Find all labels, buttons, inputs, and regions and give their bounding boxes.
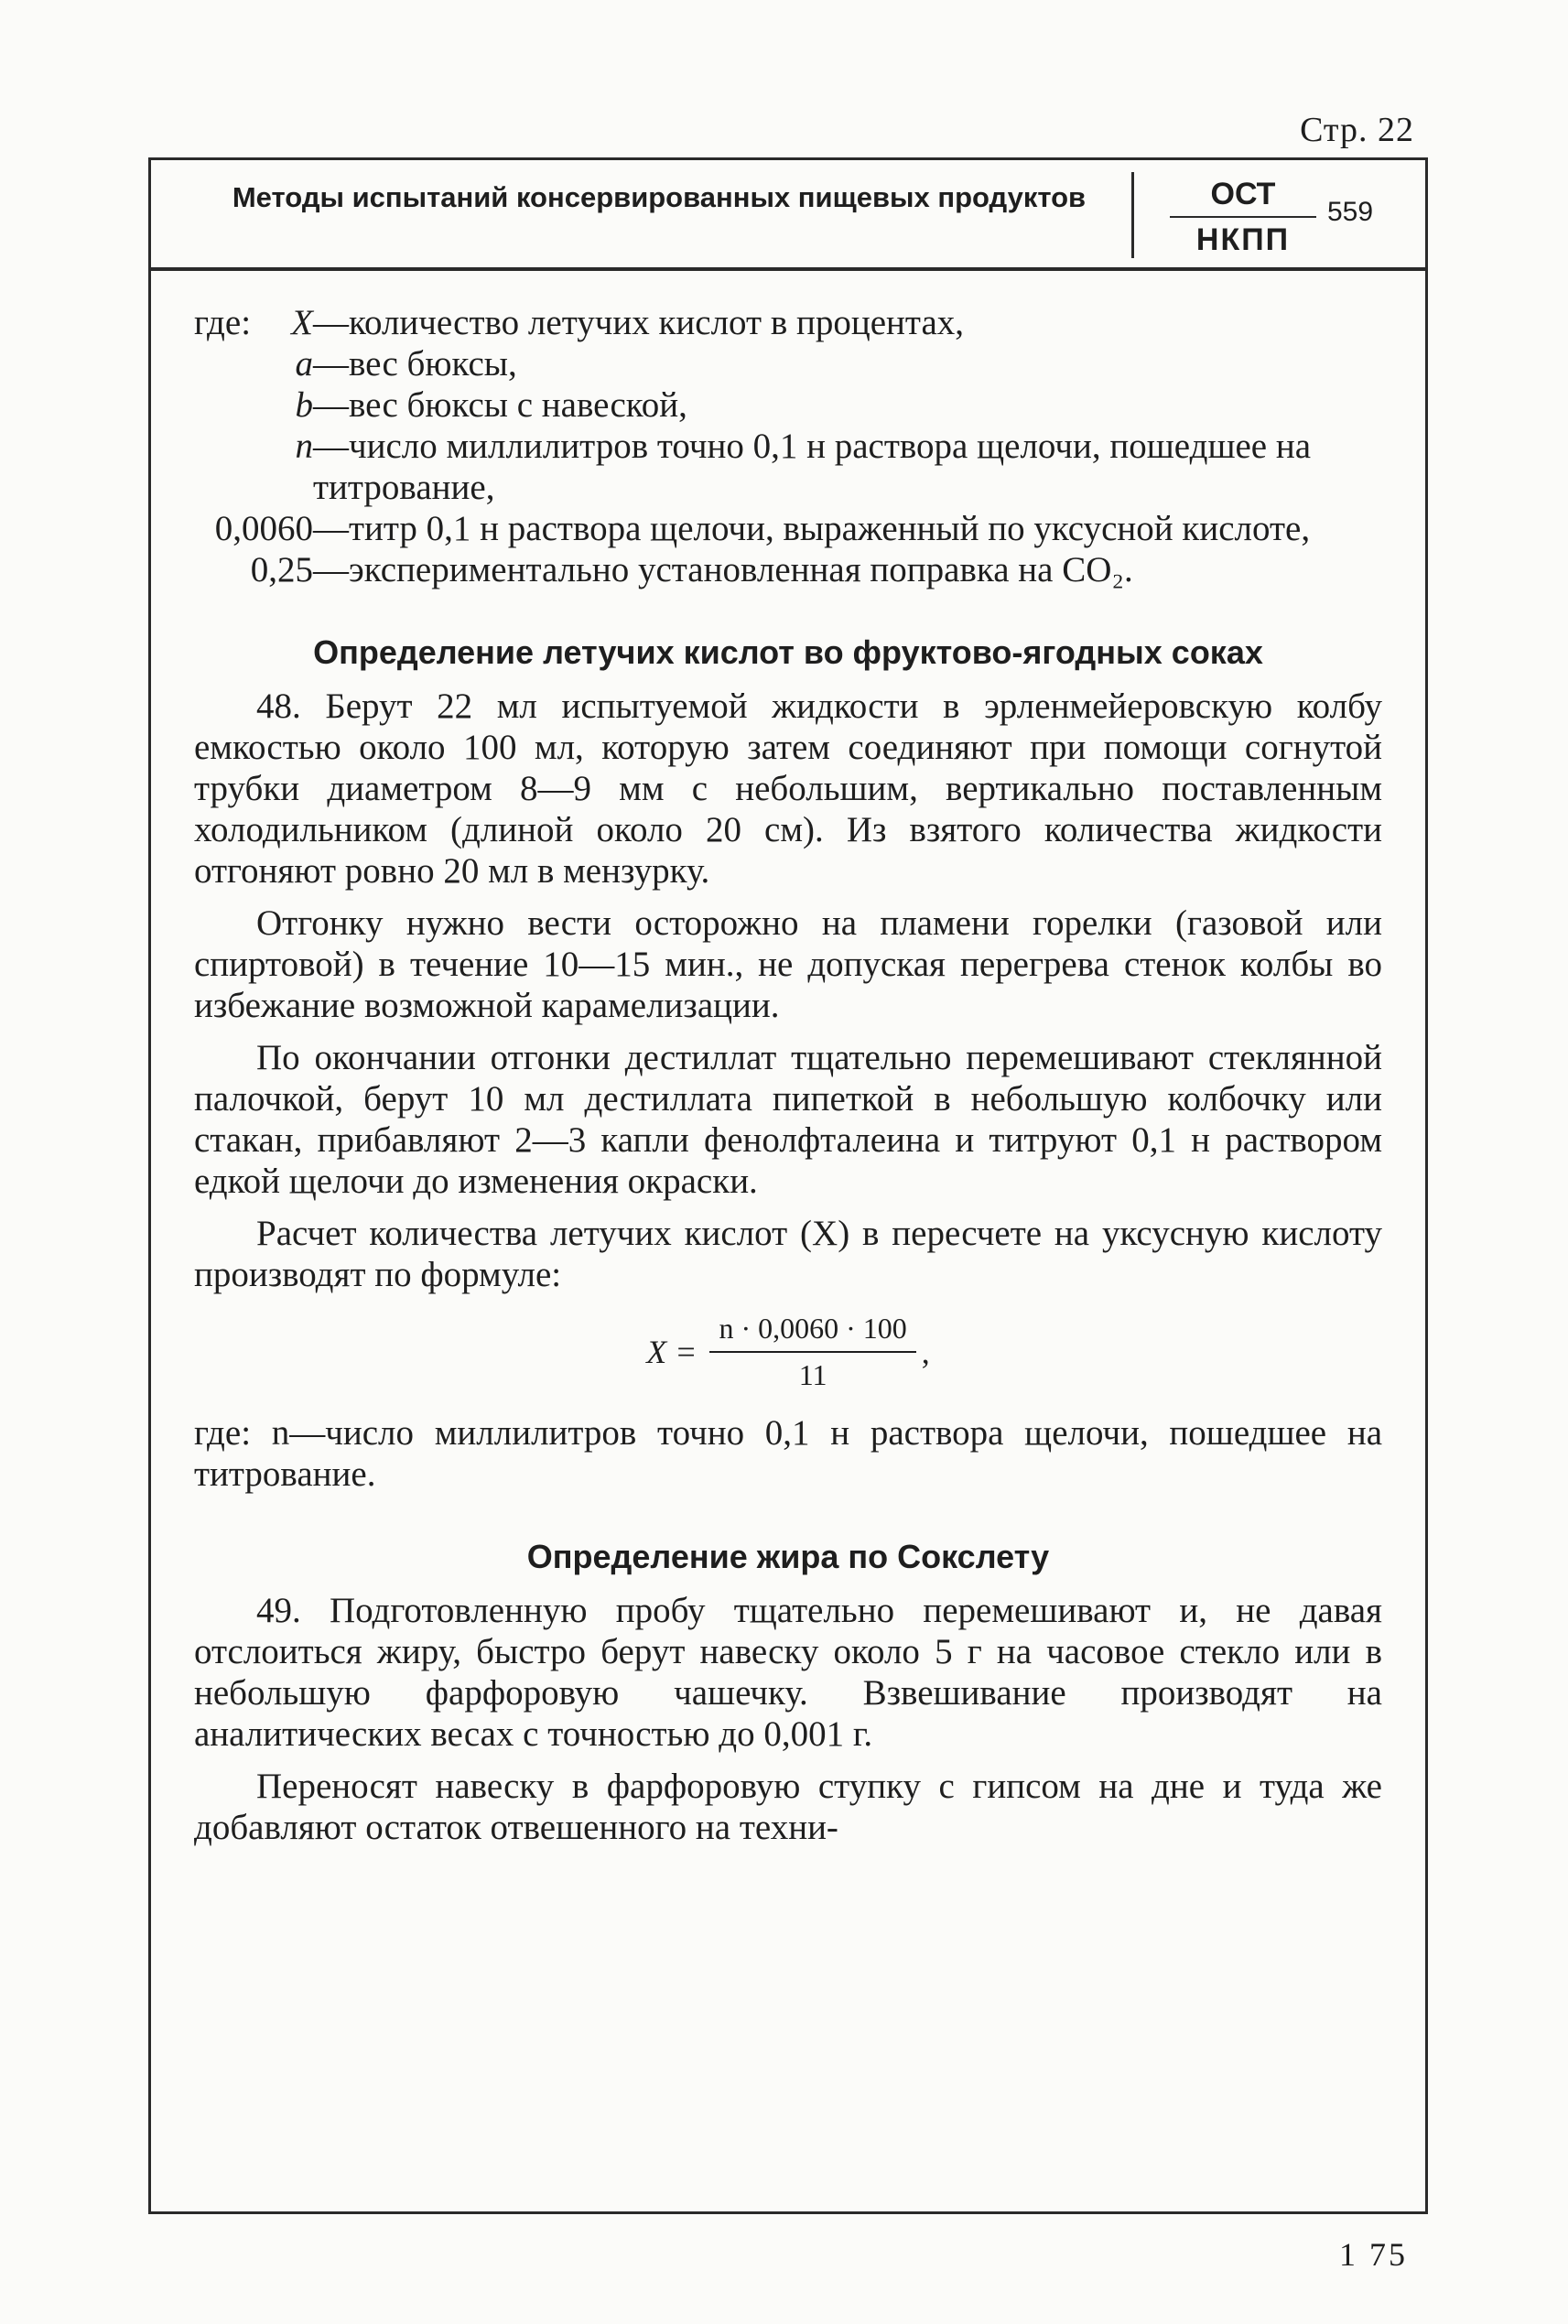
formula-denominator: 11 bbox=[798, 1358, 827, 1391]
paragraph: где: n—число миллилитров точно 0,1 н раствора щелочи, пошедшее на титрование. bbox=[194, 1413, 1382, 1494]
formula-fraction bbox=[709, 1308, 915, 1396]
definition-row bbox=[194, 384, 1382, 426]
ost-number: 559 bbox=[1327, 197, 1374, 227]
definition-term: 0,25 bbox=[250, 550, 313, 589]
definition-row bbox=[194, 549, 1382, 590]
definitions-intro: где: bbox=[194, 303, 252, 342]
header-rule bbox=[148, 267, 1428, 271]
definition-row bbox=[194, 343, 1382, 384]
frame-bottom-rule bbox=[148, 2211, 1428, 2214]
frame-left-rule bbox=[148, 157, 151, 2212]
definition-term: a bbox=[295, 344, 313, 384]
definition-text: —число миллилитров точно 0,1 н раствора щелочи, пошедшее на титрование, bbox=[313, 427, 1312, 507]
formula-lhs: X = bbox=[646, 1333, 697, 1370]
ost-bottom: НКПП bbox=[1195, 222, 1291, 257]
page-number: 1 75 bbox=[1339, 2236, 1408, 2273]
frame-right-rule bbox=[1425, 157, 1428, 2212]
definition-text: —количество летучих кислот в процентах, bbox=[313, 303, 965, 342]
definition-term: b bbox=[295, 385, 313, 425]
paragraph: Переносят навеску в фарфоровую ступку с гипсом на дне и туда же добавляют остаток отвешенного на техни- bbox=[194, 1767, 1382, 1847]
paragraph: Отгонку нужно вести осторожно на пламени горелки (газовой или спиртовой) в течение 10—15 мин., не допуская перегрева стенок колбы во избежание возможной карамелизации. bbox=[194, 903, 1382, 1025]
paragraph: Расчет количества летучих кислот (X) в пересчете на уксусную кислоту производят по формуле: bbox=[194, 1214, 1382, 1294]
definition-row bbox=[194, 302, 1382, 343]
section-title-volatile-acids: Определение летучих кислот во фруктово-ягодных соках bbox=[313, 633, 1263, 671]
definition-row bbox=[194, 426, 1382, 508]
definition-term: 0,0060 bbox=[214, 509, 313, 548]
definition-text: —титр 0,1 н раствора щелочи, выраженный по уксусной кислоте, bbox=[313, 509, 1311, 548]
paragraph: 49. Подготовленную пробу тщательно перемешивают и, не давая отслоиться жиру, быстро берут навеску около 5 г на часовое стекло или в небольшую фарфоровую чашечку. Взвешивание производят на аналитических весах с точностью до 0,001 г. bbox=[194, 1591, 1382, 1754]
formula bbox=[194, 1308, 1382, 1396]
definition-text: —вес бюксы, bbox=[313, 344, 517, 384]
paragraph: По окончании отгонки дестиллат тщательно перемешивают стеклянной палочкой, берут 10 мл дестиллата пипеткой в небольшую колбочку или стакан, прибавляют 2—3 капли фенолфталеина и титруют 0,1 н раствором едкой щелочи до изменения окраски. bbox=[194, 1038, 1382, 1201]
page-label: Стр. 22 bbox=[1300, 111, 1414, 149]
ost-top: ОСТ bbox=[1170, 176, 1316, 218]
definitions bbox=[194, 302, 1382, 590]
formula-trailing: , bbox=[921, 1333, 930, 1370]
definition-text: —вес бюксы с навеской, bbox=[313, 385, 687, 425]
definition-term: X bbox=[291, 303, 313, 342]
formula-numerator: n · 0,0060 · 100 bbox=[709, 1308, 915, 1353]
frame-top-rule bbox=[148, 157, 1428, 160]
section-title-soxhlet: Определение жира по Сокслету bbox=[526, 1538, 1050, 1575]
header-separator bbox=[1131, 172, 1134, 258]
definition-row bbox=[194, 508, 1382, 549]
content bbox=[194, 302, 1382, 1859]
definition-term: n bbox=[295, 427, 313, 466]
definition-text: —экспериментально установленная поправка на CO₂. bbox=[313, 550, 1133, 589]
paragraph: 48. Берут 22 мл испытуемой жидкости в эрленмейеровскую колбу емкостью около 100 мл, которую затем соединяют при помощи согнутой трубки диаметром 8—9 мм с небольшим, вертикально поставленным холодильником (длиной около 20 см). Из взятого количества жидкости отгоняют ровно 20 мл в мензурку. bbox=[194, 686, 1382, 891]
ost-box bbox=[1170, 176, 1316, 258]
header-title: Методы испытаний консервированных пищевых продуктов bbox=[232, 181, 1087, 213]
